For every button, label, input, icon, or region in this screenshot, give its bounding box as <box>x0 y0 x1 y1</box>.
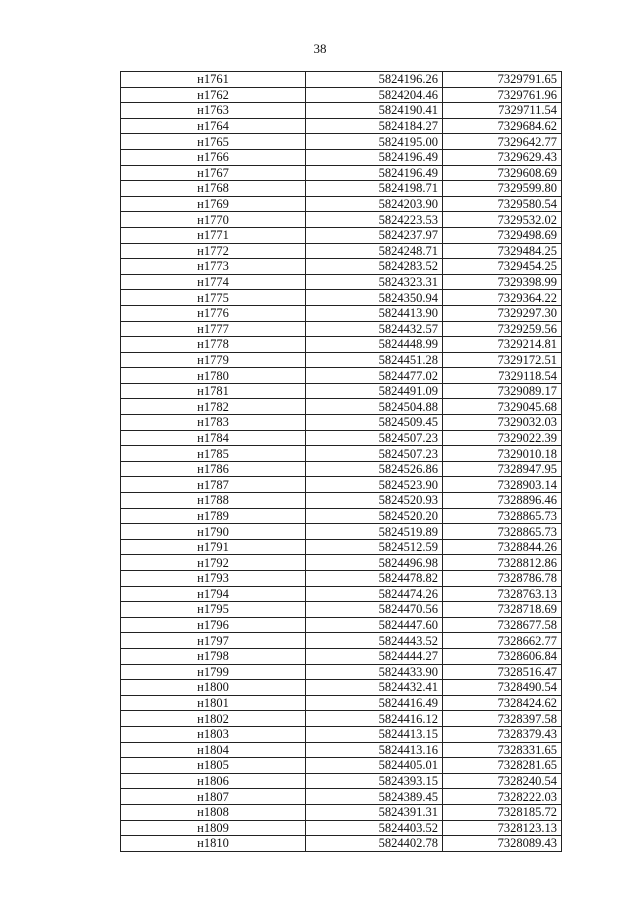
y-coordinate-cell: 7328424.62 <box>443 695 562 711</box>
table-row <box>121 680 562 696</box>
table-row <box>121 804 562 820</box>
table-row <box>121 352 562 368</box>
y-coordinate-cell: 7329032.03 <box>443 415 562 431</box>
x-coordinate-cell: 5824196.26 <box>306 72 443 88</box>
point-id-cell: н1805 <box>121 758 306 774</box>
table-row <box>121 726 562 742</box>
y-coordinate-cell: 7329214.81 <box>443 337 562 353</box>
table-row <box>121 742 562 758</box>
table-row <box>121 633 562 649</box>
x-coordinate-cell: 5824433.90 <box>306 664 443 680</box>
x-coordinate-cell: 5824389.45 <box>306 789 443 805</box>
table-row <box>121 493 562 509</box>
point-id-cell: н1791 <box>121 539 306 555</box>
x-coordinate-cell: 5824512.59 <box>306 539 443 555</box>
y-coordinate-cell: 7328281.65 <box>443 758 562 774</box>
y-coordinate-cell: 7329642.77 <box>443 134 562 150</box>
x-coordinate-cell: 5824496.98 <box>306 555 443 571</box>
point-id-cell: н1771 <box>121 227 306 243</box>
table-row <box>121 555 562 571</box>
table-row <box>121 695 562 711</box>
point-id-cell: н1806 <box>121 773 306 789</box>
point-id-cell: н1802 <box>121 711 306 727</box>
x-coordinate-cell: 5824507.23 <box>306 430 443 446</box>
point-id-cell: н1807 <box>121 789 306 805</box>
x-coordinate-cell: 5824432.57 <box>306 321 443 337</box>
point-id-cell: н1770 <box>121 212 306 228</box>
table-row <box>121 181 562 197</box>
y-coordinate-cell: 7329711.54 <box>443 103 562 119</box>
point-id-cell: н1794 <box>121 586 306 602</box>
point-id-cell: н1768 <box>121 181 306 197</box>
point-id-cell: н1781 <box>121 383 306 399</box>
point-id-cell: н1775 <box>121 290 306 306</box>
point-id-cell: н1786 <box>121 461 306 477</box>
x-coordinate-cell: 5824184.27 <box>306 118 443 134</box>
point-id-cell: н1769 <box>121 196 306 212</box>
x-coordinate-cell: 5824323.31 <box>306 274 443 290</box>
table-row <box>121 711 562 727</box>
table-row <box>121 149 562 165</box>
point-id-cell: н1780 <box>121 368 306 384</box>
y-coordinate-cell: 7329684.62 <box>443 118 562 134</box>
point-id-cell: н1767 <box>121 165 306 181</box>
x-coordinate-cell: 5824393.15 <box>306 773 443 789</box>
table-row <box>121 524 562 540</box>
y-coordinate-cell: 7329259.56 <box>443 321 562 337</box>
point-id-cell: н1792 <box>121 555 306 571</box>
y-coordinate-cell: 7329364.22 <box>443 290 562 306</box>
coordinates-table-body <box>121 72 562 852</box>
point-id-cell: н1763 <box>121 103 306 119</box>
y-coordinate-cell: 7329398.99 <box>443 274 562 290</box>
y-coordinate-cell: 7328896.46 <box>443 493 562 509</box>
x-coordinate-cell: 5824403.52 <box>306 820 443 836</box>
point-id-cell: н1787 <box>121 477 306 493</box>
y-coordinate-cell: 7328718.69 <box>443 602 562 618</box>
x-coordinate-cell: 5824413.90 <box>306 305 443 321</box>
table-row <box>121 305 562 321</box>
point-id-cell: н1804 <box>121 742 306 758</box>
x-coordinate-cell: 5824416.49 <box>306 695 443 711</box>
y-coordinate-cell: 7329608.69 <box>443 165 562 181</box>
point-id-cell: н1801 <box>121 695 306 711</box>
y-coordinate-cell: 7329629.43 <box>443 149 562 165</box>
y-coordinate-cell: 7328865.73 <box>443 524 562 540</box>
point-id-cell: н1797 <box>121 633 306 649</box>
x-coordinate-cell: 5824416.12 <box>306 711 443 727</box>
y-coordinate-cell: 7328240.54 <box>443 773 562 789</box>
x-coordinate-cell: 5824477.02 <box>306 368 443 384</box>
table-row <box>121 446 562 462</box>
table-row <box>121 212 562 228</box>
point-id-cell: н1788 <box>121 493 306 509</box>
point-id-cell: н1765 <box>121 134 306 150</box>
table-row <box>121 586 562 602</box>
x-coordinate-cell: 5824190.41 <box>306 103 443 119</box>
y-coordinate-cell: 7328397.58 <box>443 711 562 727</box>
y-coordinate-cell: 7328516.47 <box>443 664 562 680</box>
table-row <box>121 290 562 306</box>
x-coordinate-cell: 5824474.26 <box>306 586 443 602</box>
point-id-cell: н1784 <box>121 430 306 446</box>
y-coordinate-cell: 7328677.58 <box>443 617 562 633</box>
y-coordinate-cell: 7328379.43 <box>443 726 562 742</box>
y-coordinate-cell: 7329118.54 <box>443 368 562 384</box>
y-coordinate-cell: 7328865.73 <box>443 508 562 524</box>
y-coordinate-cell: 7329498.69 <box>443 227 562 243</box>
table-row <box>121 399 562 415</box>
point-id-cell: н1803 <box>121 726 306 742</box>
y-coordinate-cell: 7328222.03 <box>443 789 562 805</box>
x-coordinate-cell: 5824470.56 <box>306 602 443 618</box>
point-id-cell: н1772 <box>121 243 306 259</box>
x-coordinate-cell: 5824196.49 <box>306 165 443 181</box>
y-coordinate-cell: 7329532.02 <box>443 212 562 228</box>
x-coordinate-cell: 5824504.88 <box>306 399 443 415</box>
x-coordinate-cell: 5824491.09 <box>306 383 443 399</box>
point-id-cell: н1795 <box>121 602 306 618</box>
point-id-cell: н1782 <box>121 399 306 415</box>
point-id-cell: н1790 <box>121 524 306 540</box>
table-row <box>121 461 562 477</box>
y-coordinate-cell: 7329454.25 <box>443 259 562 275</box>
y-coordinate-cell: 7328185.72 <box>443 804 562 820</box>
page-number: 38 <box>313 41 327 56</box>
y-coordinate-cell: 7328123.13 <box>443 820 562 836</box>
x-coordinate-cell: 5824509.45 <box>306 415 443 431</box>
point-id-cell: н1776 <box>121 305 306 321</box>
table-row <box>121 789 562 805</box>
point-id-cell: н1783 <box>121 415 306 431</box>
table-row <box>121 134 562 150</box>
point-id-cell: н1774 <box>121 274 306 290</box>
y-coordinate-cell: 7328606.84 <box>443 648 562 664</box>
table-row <box>121 103 562 119</box>
y-coordinate-cell: 7329089.17 <box>443 383 562 399</box>
x-coordinate-cell: 5824413.15 <box>306 726 443 742</box>
x-coordinate-cell: 5824391.31 <box>306 804 443 820</box>
table-row <box>121 87 562 103</box>
x-coordinate-cell: 5824443.52 <box>306 633 443 649</box>
table-row <box>121 165 562 181</box>
table-row <box>121 758 562 774</box>
point-id-cell: н1808 <box>121 804 306 820</box>
x-coordinate-cell: 5824350.94 <box>306 290 443 306</box>
table-row <box>121 274 562 290</box>
x-coordinate-cell: 5824520.20 <box>306 508 443 524</box>
y-coordinate-cell: 7329022.39 <box>443 430 562 446</box>
table-row <box>121 773 562 789</box>
x-coordinate-cell: 5824478.82 <box>306 571 443 587</box>
point-id-cell: н1761 <box>121 72 306 88</box>
point-id-cell: н1785 <box>121 446 306 462</box>
x-coordinate-cell: 5824413.16 <box>306 742 443 758</box>
table-row <box>121 368 562 384</box>
point-id-cell: н1789 <box>121 508 306 524</box>
point-id-cell: н1810 <box>121 836 306 852</box>
y-coordinate-cell: 7328763.13 <box>443 586 562 602</box>
point-id-cell: н1766 <box>121 149 306 165</box>
table-row <box>121 664 562 680</box>
table-row <box>121 430 562 446</box>
table-row <box>121 571 562 587</box>
x-coordinate-cell: 5824519.89 <box>306 524 443 540</box>
table-row <box>121 539 562 555</box>
point-id-cell: н1800 <box>121 680 306 696</box>
table-row <box>121 337 562 353</box>
x-coordinate-cell: 5824507.23 <box>306 446 443 462</box>
y-coordinate-cell: 7329761.96 <box>443 87 562 103</box>
table-row <box>121 72 562 88</box>
table-row <box>121 259 562 275</box>
y-coordinate-cell: 7329297.30 <box>443 305 562 321</box>
y-coordinate-cell: 7328089.43 <box>443 836 562 852</box>
x-coordinate-cell: 5824223.53 <box>306 212 443 228</box>
x-coordinate-cell: 5824203.90 <box>306 196 443 212</box>
x-coordinate-cell: 5824523.90 <box>306 477 443 493</box>
y-coordinate-cell: 7328490.54 <box>443 680 562 696</box>
y-coordinate-cell: 7329599.80 <box>443 181 562 197</box>
x-coordinate-cell: 5824451.28 <box>306 352 443 368</box>
x-coordinate-cell: 5824196.49 <box>306 149 443 165</box>
y-coordinate-cell: 7328812.86 <box>443 555 562 571</box>
x-coordinate-cell: 5824198.71 <box>306 181 443 197</box>
table-row <box>121 118 562 134</box>
x-coordinate-cell: 5824520.93 <box>306 493 443 509</box>
point-id-cell: н1793 <box>121 571 306 587</box>
x-coordinate-cell: 5824448.99 <box>306 337 443 353</box>
point-id-cell: н1764 <box>121 118 306 134</box>
y-coordinate-cell: 7328786.78 <box>443 571 562 587</box>
table-row <box>121 508 562 524</box>
table-row <box>121 243 562 259</box>
table-row <box>121 617 562 633</box>
x-coordinate-cell: 5824283.52 <box>306 259 443 275</box>
y-coordinate-cell: 7328903.14 <box>443 477 562 493</box>
table-row <box>121 321 562 337</box>
coordinates-table <box>120 71 562 852</box>
x-coordinate-cell: 5824195.00 <box>306 134 443 150</box>
table-row <box>121 820 562 836</box>
point-id-cell: н1799 <box>121 664 306 680</box>
y-coordinate-cell: 7329484.25 <box>443 243 562 259</box>
x-coordinate-cell: 5824447.60 <box>306 617 443 633</box>
point-id-cell: н1798 <box>121 648 306 664</box>
y-coordinate-cell: 7328331.65 <box>443 742 562 758</box>
table-row <box>121 383 562 399</box>
x-coordinate-cell: 5824526.86 <box>306 461 443 477</box>
y-coordinate-cell: 7329791.65 <box>443 72 562 88</box>
y-coordinate-cell: 7329010.18 <box>443 446 562 462</box>
x-coordinate-cell: 5824237.97 <box>306 227 443 243</box>
x-coordinate-cell: 5824444.27 <box>306 648 443 664</box>
x-coordinate-cell: 5824204.46 <box>306 87 443 103</box>
y-coordinate-cell: 7328947.95 <box>443 461 562 477</box>
table-row <box>121 648 562 664</box>
y-coordinate-cell: 7328844.26 <box>443 539 562 555</box>
point-id-cell: н1779 <box>121 352 306 368</box>
table-row <box>121 602 562 618</box>
y-coordinate-cell: 7329580.54 <box>443 196 562 212</box>
x-coordinate-cell: 5824402.78 <box>306 836 443 852</box>
point-id-cell: н1809 <box>121 820 306 836</box>
point-id-cell: н1796 <box>121 617 306 633</box>
x-coordinate-cell: 5824405.01 <box>306 758 443 774</box>
table-row <box>121 477 562 493</box>
table-row <box>121 196 562 212</box>
x-coordinate-cell: 5824432.41 <box>306 680 443 696</box>
point-id-cell: н1762 <box>121 87 306 103</box>
table-row <box>121 415 562 431</box>
table-row <box>121 227 562 243</box>
point-id-cell: н1777 <box>121 321 306 337</box>
table-row <box>121 836 562 852</box>
point-id-cell: н1778 <box>121 337 306 353</box>
point-id-cell: н1773 <box>121 259 306 275</box>
y-coordinate-cell: 7328662.77 <box>443 633 562 649</box>
x-coordinate-cell: 5824248.71 <box>306 243 443 259</box>
y-coordinate-cell: 7329172.51 <box>443 352 562 368</box>
y-coordinate-cell: 7329045.68 <box>443 399 562 415</box>
